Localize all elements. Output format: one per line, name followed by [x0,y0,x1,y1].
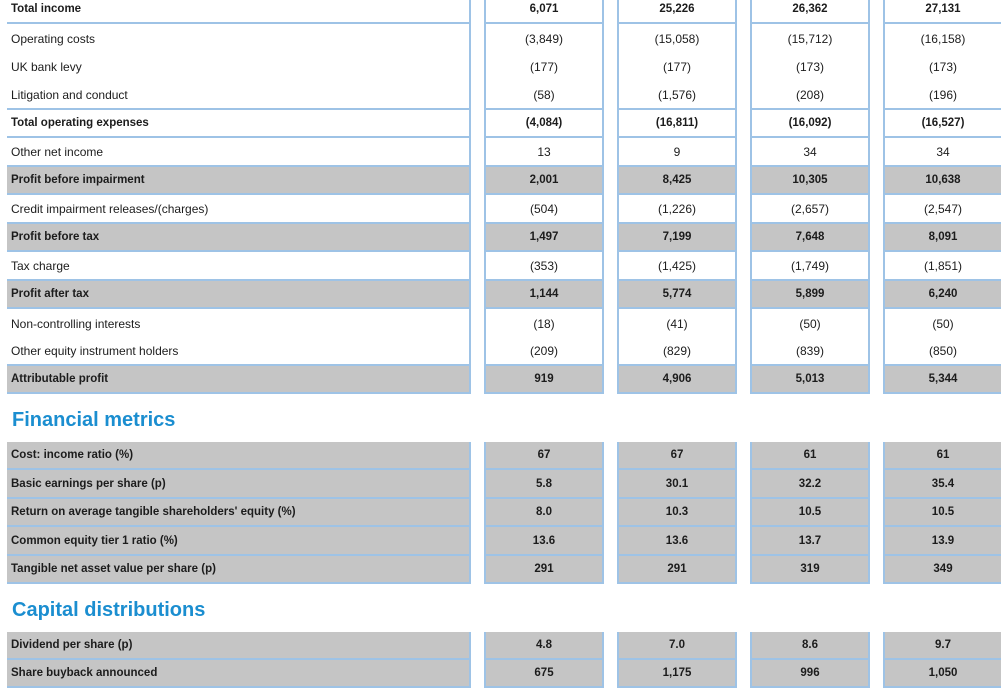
value-cell: 996 [750,660,870,688]
table-row [0,110,1001,138]
value-cell: (50) [883,309,1001,338]
value-cell: 26,362 [750,0,870,24]
table-row [0,53,1001,81]
table-row [0,632,1001,660]
row-label: Profit after tax [7,281,471,309]
value-cell: (839) [750,338,870,366]
row-label: Tax charge [7,252,471,281]
table-row [0,556,1001,584]
value-cell: (16,811) [617,110,737,138]
value-cell: (850) [883,338,1001,366]
table-row [0,81,1001,110]
value-cell: 4,906 [617,366,737,394]
table-row [0,660,1001,688]
value-cell: (173) [883,53,1001,81]
value-cell: 13.7 [750,527,870,556]
value-cell: 8.0 [484,499,604,527]
value-cell: 8,091 [883,224,1001,252]
value-cell: (15,712) [750,24,870,53]
value-cell: (177) [484,53,604,81]
row-label: Basic earnings per share (p) [7,470,471,499]
value-cell: (504) [484,195,604,224]
value-cell: (2,547) [883,195,1001,224]
table-row [0,366,1001,394]
value-cell: (4,084) [484,110,604,138]
value-cell: 13.6 [617,527,737,556]
value-cell: 13 [484,138,604,167]
value-cell: (50) [750,309,870,338]
value-cell: 10.5 [750,499,870,527]
value-cell: 7,648 [750,224,870,252]
table-row [0,499,1001,527]
table-row [0,167,1001,195]
row-label: Return on average tangible shareholders' equity (%) [7,499,471,527]
value-cell: 5,774 [617,281,737,309]
section-heading-financial-metrics: Financial metrics [12,409,176,431]
value-cell: 7,199 [617,224,737,252]
value-cell: 349 [883,556,1001,584]
value-cell: 1,144 [484,281,604,309]
value-cell: 9 [617,138,737,167]
table-row [0,527,1001,556]
value-cell: 4.8 [484,632,604,660]
value-cell: (177) [617,53,737,81]
value-cell: 30.1 [617,470,737,499]
value-cell: 1,497 [484,224,604,252]
value-cell: 27,131 [883,0,1001,24]
row-label: Profit before tax [7,224,471,252]
value-cell: (1,851) [883,252,1001,281]
value-cell: 1,050 [883,660,1001,688]
value-cell: 291 [617,556,737,584]
value-cell: 9.7 [883,632,1001,660]
table-row [0,281,1001,309]
value-cell: (1,576) [617,81,737,110]
value-cell: 10,638 [883,167,1001,195]
value-cell: (18) [484,309,604,338]
table-row [0,442,1001,470]
row-label: Other equity instrument holders [7,338,471,366]
row-label: Cost: income ratio (%) [7,442,471,470]
value-cell: 13.9 [883,527,1001,556]
value-cell: 5.8 [484,470,604,499]
row-label: Tangible net asset value per share (p) [7,556,471,584]
section-heading-capital-distributions: Capital distributions [12,599,206,621]
value-cell: 5,344 [883,366,1001,394]
value-cell: (41) [617,309,737,338]
row-label: UK bank levy [7,53,471,81]
table-row [0,252,1001,281]
row-label: Credit impairment releases/(charges) [7,195,471,224]
value-cell: (16,092) [750,110,870,138]
row-label: Total operating expenses [7,110,471,138]
value-cell: (16,527) [883,110,1001,138]
value-cell: 34 [883,138,1001,167]
value-cell: 6,240 [883,281,1001,309]
value-cell: 675 [484,660,604,688]
value-cell: 10.5 [883,499,1001,527]
value-cell: (2,657) [750,195,870,224]
value-cell: 10,305 [750,167,870,195]
value-cell: 8.6 [750,632,870,660]
value-cell: 291 [484,556,604,584]
row-label: Dividend per share (p) [7,632,471,660]
value-cell: 61 [750,442,870,470]
row-label: Profit before impairment [7,167,471,195]
value-cell: 2,001 [484,167,604,195]
value-cell: (1,749) [750,252,870,281]
table-row [0,0,1001,24]
value-cell: 32.2 [750,470,870,499]
value-cell: 10.3 [617,499,737,527]
value-cell: 6,071 [484,0,604,24]
value-cell: (1,425) [617,252,737,281]
value-cell: (208) [750,81,870,110]
row-label: Share buyback announced [7,660,471,688]
value-cell: (1,226) [617,195,737,224]
table-row [0,309,1001,338]
row-label: Non-controlling interests [7,309,471,338]
value-cell: (58) [484,81,604,110]
row-label: Other net income [7,138,471,167]
table-row [0,224,1001,252]
row-label: Operating costs [7,24,471,53]
value-cell: (353) [484,252,604,281]
value-cell: 67 [617,442,737,470]
value-cell: 34 [750,138,870,167]
value-cell: 25,226 [617,0,737,24]
table-row [0,195,1001,224]
value-cell: (16,158) [883,24,1001,53]
table-row [0,24,1001,53]
value-cell: 7.0 [617,632,737,660]
table-row [0,470,1001,499]
value-cell: 13.6 [484,527,604,556]
value-cell: 1,175 [617,660,737,688]
value-cell: 61 [883,442,1001,470]
row-label: Attributable profit [7,366,471,394]
value-cell: (829) [617,338,737,366]
row-label: Litigation and conduct [7,81,471,110]
value-cell: (15,058) [617,24,737,53]
table-row [0,138,1001,167]
value-cell: 319 [750,556,870,584]
row-label: Common equity tier 1 ratio (%) [7,527,471,556]
value-cell: (3,849) [484,24,604,53]
value-cell: 8,425 [617,167,737,195]
value-cell: (209) [484,338,604,366]
table-row [0,338,1001,366]
value-cell: 5,899 [750,281,870,309]
value-cell: 35.4 [883,470,1001,499]
value-cell: 5,013 [750,366,870,394]
value-cell: 919 [484,366,604,394]
row-label: Total income [7,0,471,24]
value-cell: (173) [750,53,870,81]
value-cell: (196) [883,81,1001,110]
value-cell: 67 [484,442,604,470]
